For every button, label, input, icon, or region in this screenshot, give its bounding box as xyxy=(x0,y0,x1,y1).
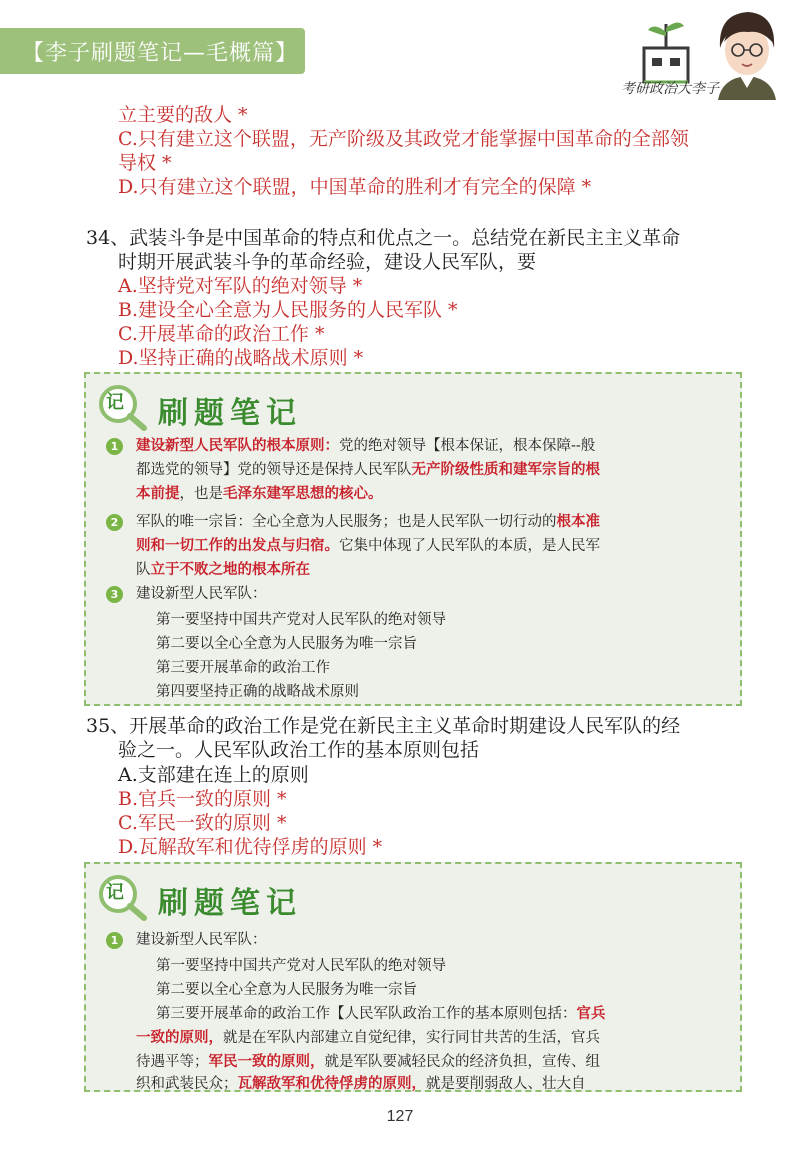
note2-line5-rest: 就是在军队内部建立自觉纪律，实行同甘共苦的生活，官兵 xyxy=(223,1030,600,1046)
note1-line10: 第三要开展革命的政治工作 xyxy=(156,660,330,676)
q35-option-b: B.官兵一致的原则 * xyxy=(118,788,287,810)
logo-caption: 考研政治大李子 xyxy=(621,81,719,97)
note1-line2 xyxy=(136,460,600,480)
note2-line7-red: 瓦解敌军和优待俘虏的原则， xyxy=(237,1075,426,1092)
note-box-1 xyxy=(84,372,742,706)
q35-option-a: A.支部建在连上的原则 xyxy=(118,764,309,786)
q34-stem-line1: 34、武装斗争是中国革命的特点和优点之一。总结党在新民主主义革命 xyxy=(86,227,681,249)
note2-line5-red: 一致的原则， xyxy=(136,1029,223,1046)
option-b-cont: 立主要的敌人 * xyxy=(118,104,248,126)
note-box-2 xyxy=(84,862,742,1092)
page-number: 127 xyxy=(386,1108,414,1125)
note2-line4-text: 第三要开展革命的政治工作【人民军队政治工作的基本原则包括： xyxy=(156,1006,577,1022)
option-c-cont: 导权 * xyxy=(118,152,172,174)
q34-stem-line2: 时期开展武装斗争的革命经验，建设人民军队，要 xyxy=(118,251,537,273)
note1-line3-red1: 本前提 xyxy=(136,485,180,502)
note2-line4-red: 官兵 xyxy=(576,1005,606,1022)
note1-line1-rest: 党的绝对领导【根本保证，根本保障--般 xyxy=(339,438,596,454)
option-c: C.只有建立这个联盟，无产阶级及其政党才能掌握中国革命的全部领 xyxy=(118,128,689,150)
note2-line6 xyxy=(136,1052,600,1072)
note1-line3-mid: ，也是 xyxy=(179,486,223,502)
option-d: D.只有建立这个联盟，中国革命的胜利才有完全的保障 * xyxy=(118,176,592,198)
bullet-3: 3 xyxy=(106,586,123,603)
note1-line5-rest: 它集中体现了人民军队的本质，是人民军 xyxy=(339,538,600,554)
bullet-1: 1 xyxy=(106,438,123,455)
q35-option-d: D.瓦解敌军和优待俘虏的原则 * xyxy=(118,836,383,858)
note1-line4-red: 根本准 xyxy=(556,513,600,530)
q34-option-a: A.坚持党对军队的绝对领导 * xyxy=(118,275,363,297)
note1-line1-red: 建设新型人民军队的根本原则： xyxy=(136,437,339,454)
note1-line2-text: 都选党的领导】党的领导还是保持人民军队 xyxy=(136,462,412,478)
note-title: 刷题笔记 xyxy=(158,396,302,431)
note2-line6-rest: 就是军队要减轻民众的经济负担，宣传、组 xyxy=(324,1054,600,1070)
note1-line2-red: 无产阶级性质和建军宗旨的根 xyxy=(411,461,600,478)
note1-line6-red: 立于不败之地的根本所在 xyxy=(150,561,310,578)
note1-line9: 第二要以全心全意为人民服务为唯一宗旨 xyxy=(156,636,417,652)
note1-line3-red2: 毛泽东建军思想的核心。 xyxy=(223,485,383,502)
note1-line7: 建设新型人民军队： xyxy=(136,586,267,602)
note2-line1: 建设新型人民军队： xyxy=(136,932,267,948)
q35-stem-line1: 35、开展革命的政治工作是党在新民主主义革命时期建设人民军队的经 xyxy=(86,715,681,737)
q35-stem-line2: 验之一。人民军队政治工作的基本原则包括 xyxy=(118,739,480,761)
note-title: 刷题笔记 xyxy=(158,886,302,921)
note1-line1 xyxy=(136,436,595,456)
note2-line4 xyxy=(156,1004,606,1024)
header-title: 【李子刷题笔记—毛概篇】 xyxy=(0,28,305,74)
note1-line8: 第一要坚持中国共产党对人民军队的绝对领导 xyxy=(156,612,446,628)
q35-option-c: C.军民一致的原则 * xyxy=(118,812,287,834)
note2-line5 xyxy=(136,1028,600,1048)
note1-line4 xyxy=(136,512,600,532)
note2-line2: 第一要坚持中国共产党对人民军队的绝对领导 xyxy=(156,958,446,974)
note2-line7 xyxy=(136,1074,586,1094)
note1-line6 xyxy=(136,560,310,580)
q34-option-d: D.坚持正确的战略战术原则 * xyxy=(118,347,364,369)
note-icon-label: 记 xyxy=(106,392,124,413)
note2-line6-text: 待遇平等； xyxy=(136,1054,209,1070)
note2-line6-red: 军民一致的原则， xyxy=(208,1053,325,1070)
note1-line11: 第四要坚持正确的战略战术原则 xyxy=(156,684,359,700)
note-icon-label: 记 xyxy=(106,882,124,903)
note2-line3: 第二要以全心全意为人民服务为唯一宗旨 xyxy=(156,982,417,998)
note1-line4-text: 军队的唯一宗旨：全心全意为人民服务；也是人民军队一切行动的 xyxy=(136,514,557,530)
note1-line5 xyxy=(136,536,600,556)
bullet-1: 1 xyxy=(106,932,123,949)
note2-line7-text: 织和武装民众； xyxy=(136,1076,238,1092)
bullet-2: 2 xyxy=(106,514,123,531)
note2-line7-rest: 就是要削弱敌人、壮大自 xyxy=(426,1076,586,1092)
avatar xyxy=(712,8,782,100)
q34-option-c: C.开展革命的政治工作 * xyxy=(118,323,325,345)
note1-line3 xyxy=(136,484,383,504)
note1-line6-text: 队 xyxy=(136,562,151,578)
note1-line5-red: 则和一切工作的出发点与归宿。 xyxy=(136,537,339,554)
q34-option-b: B.建设全心全意为人民服务的人民军队 * xyxy=(118,299,458,321)
